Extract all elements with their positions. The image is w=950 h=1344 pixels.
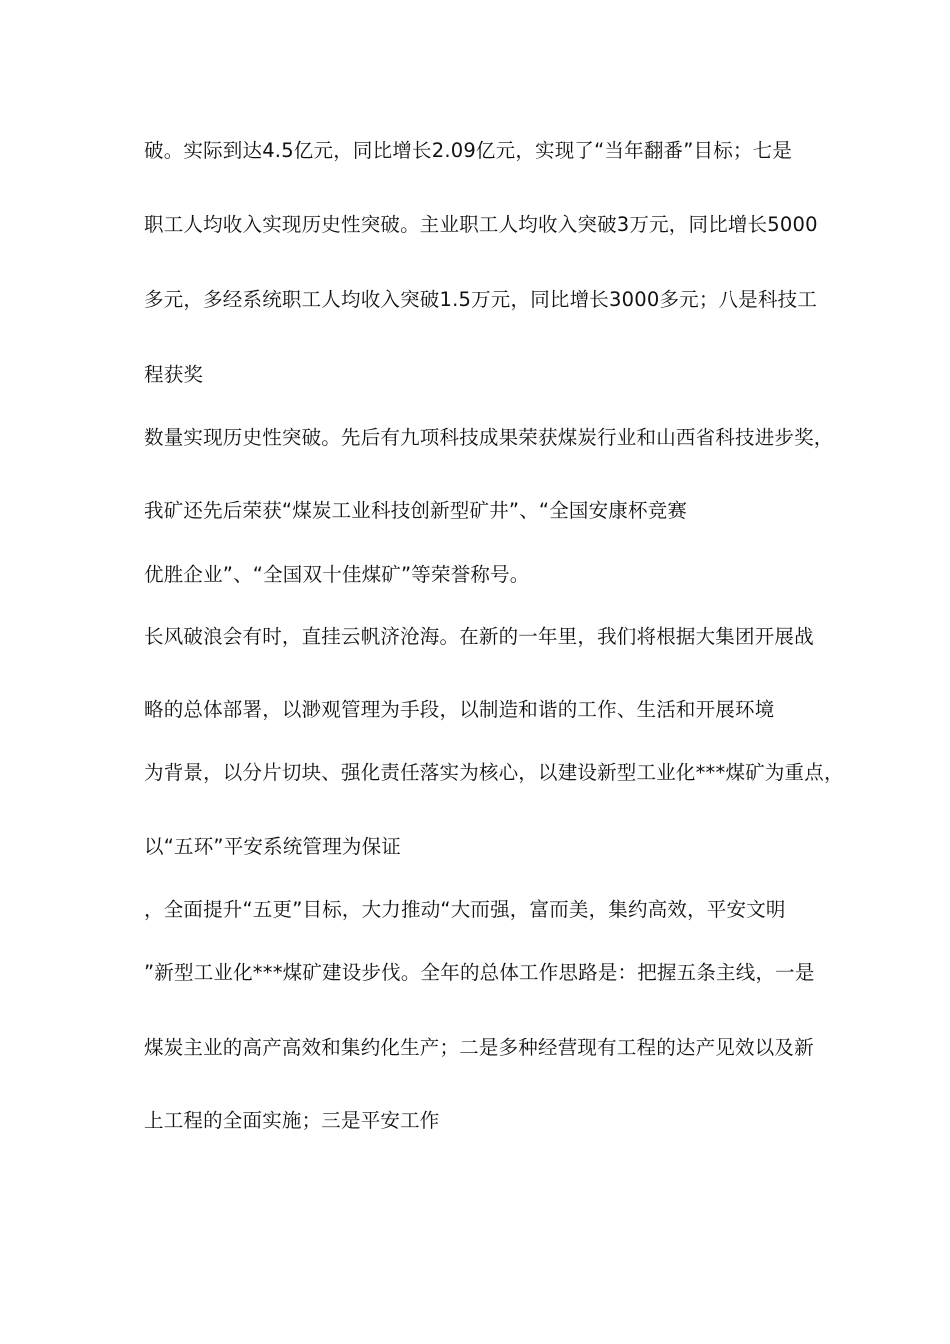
text-line: 我矿还先后荣获“煤炭工业科技创新型矿井”、“全国安康杯竞赛	[144, 499, 688, 522]
text-line: 煤炭主业的高产高效和集约化生产；二是多种经营现有工程的达产见效以及新	[144, 1036, 814, 1059]
text-line: 长风破浪会有时，直挂云帆济沧海。在新的一年里，我们将根据大集团开展战	[144, 625, 814, 648]
text-line: 程获奖	[144, 363, 204, 386]
text-line: 数量实现历史性突破。先后有九项科技成果荣获煤炭行业和山西省科技进步奖，	[144, 426, 834, 449]
text-line: ，全面提升“五更”目标，大力推动“大而强，富而美，集约高效，平安文明	[144, 898, 786, 921]
text-line: 职工人均收入实现历史性突破。主业职工人均收入突破3万元，同比增长5000	[144, 213, 818, 236]
text-line: ”新型工业化***煤矿建设步伐。全年的总体工作思路是：把握五条主线，一是	[144, 961, 815, 984]
text-line: 优胜企业”、“全国双十佳煤矿”等荣誉称号。	[144, 563, 530, 586]
text-line: 破。实际到达4.5亿元，同比增长2.09亿元，实现了“当年翻番”目标；七是	[144, 139, 793, 162]
text-line: 以“五环”平安系统管理为保证	[144, 835, 402, 858]
text-line: 略的总体部署，以渺观管理为手段，以制造和谐的工作、生活和开展环境	[144, 698, 775, 721]
text-line: 多元，多经系统职工人均收入突破1.5万元，同比增长3000多元；八是科技工	[144, 288, 818, 311]
text-line: 为背景，以分片切块、强化责任落实为核心，以建设新型工业化***煤矿为重点，	[144, 761, 844, 784]
text-line: 上工程的全面实施；三是平安工作	[144, 1109, 440, 1132]
